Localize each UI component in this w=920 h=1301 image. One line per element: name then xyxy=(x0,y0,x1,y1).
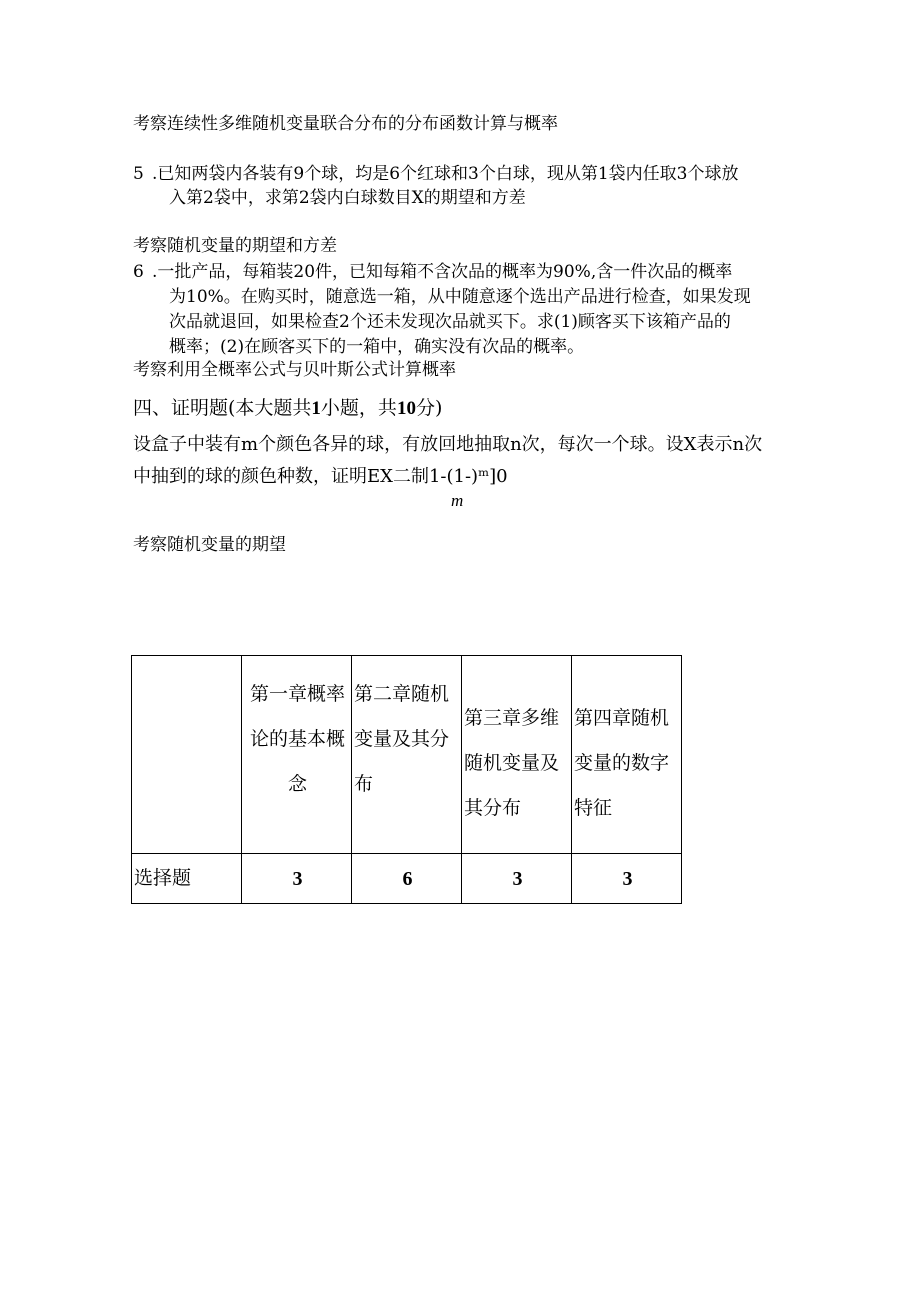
table-cell-chapter-4-count: 3 xyxy=(572,854,682,904)
question-6-line-2: 为10%。在购买时，随意选一箱，从中随意逐个选出产品进行检查，如果发现 xyxy=(169,287,751,307)
question-6-line-1: .一批产品，每箱装20件，已知每箱不含次品的概率为90%,含一件次品的概率 xyxy=(152,262,733,282)
table-header-chapter-2: 第二章随机变量及其分布 xyxy=(352,656,462,854)
table-header-row xyxy=(132,656,682,854)
proof-problem-line-1: 设盒子中装有m个颜色各异的球，有放回地抽取n次，每次一个球。设X表示n次 xyxy=(133,434,763,455)
table-header-empty-cell xyxy=(132,656,242,854)
table-header-chapter-4: 第四章随机变量的数字特征 xyxy=(572,656,682,854)
table-cell-chapter-3-count: 3 xyxy=(462,854,572,904)
topic-note-continuous-joint-distribution: 考察连续性多维随机变量联合分布的分布函数计算与概率 xyxy=(133,114,558,134)
topic-note-total-probability-bayes: 考察利用全概率公式与贝叶斯公式计算概率 xyxy=(133,360,456,380)
table-row-label: 选择题 xyxy=(132,854,242,904)
table-cell-chapter-1-count: 3 xyxy=(242,854,352,904)
question-5-line-2: 入第2袋中，求第2袋内白球数目X的期望和方差 xyxy=(169,188,526,208)
question-5-number: 5 xyxy=(133,164,144,184)
topic-note-expectation: 考察随机变量的期望 xyxy=(133,535,286,555)
question-6-number: 6 xyxy=(133,262,144,282)
table-row xyxy=(132,854,682,904)
table-header-chapter-1: 第一章概率论的基本概念 xyxy=(242,656,352,854)
table-header-chapter-3: 第三章多维随机变量及其分布 xyxy=(462,656,572,854)
question-distribution-table xyxy=(131,655,682,904)
question-6-line-3: 次品就退回，如果检查2个还未发现次品就买下。求(1)顾客买下该箱产品的 xyxy=(169,312,731,332)
question-6-line-4: 概率；(2)在顾客买下的一箱中，确实没有次品的概率。 xyxy=(169,337,585,357)
proof-problem-line-2: 中抽到的球的颜色种数，证明EX二制1-(1-)ᵐ]0 xyxy=(133,466,508,487)
question-5-line-1: .已知两袋内各装有9个球，均是6个红球和3个白球，现从第1袋内任取3个球放 xyxy=(152,164,739,184)
proof-formula-denominator: m xyxy=(451,491,464,510)
topic-note-expectation-variance: 考察随机变量的期望和方差 xyxy=(133,236,337,256)
section-4-heading: 四、证明题(本大题共1小题，共10分) xyxy=(133,397,443,419)
table-cell-chapter-2-count: 6 xyxy=(352,854,462,904)
